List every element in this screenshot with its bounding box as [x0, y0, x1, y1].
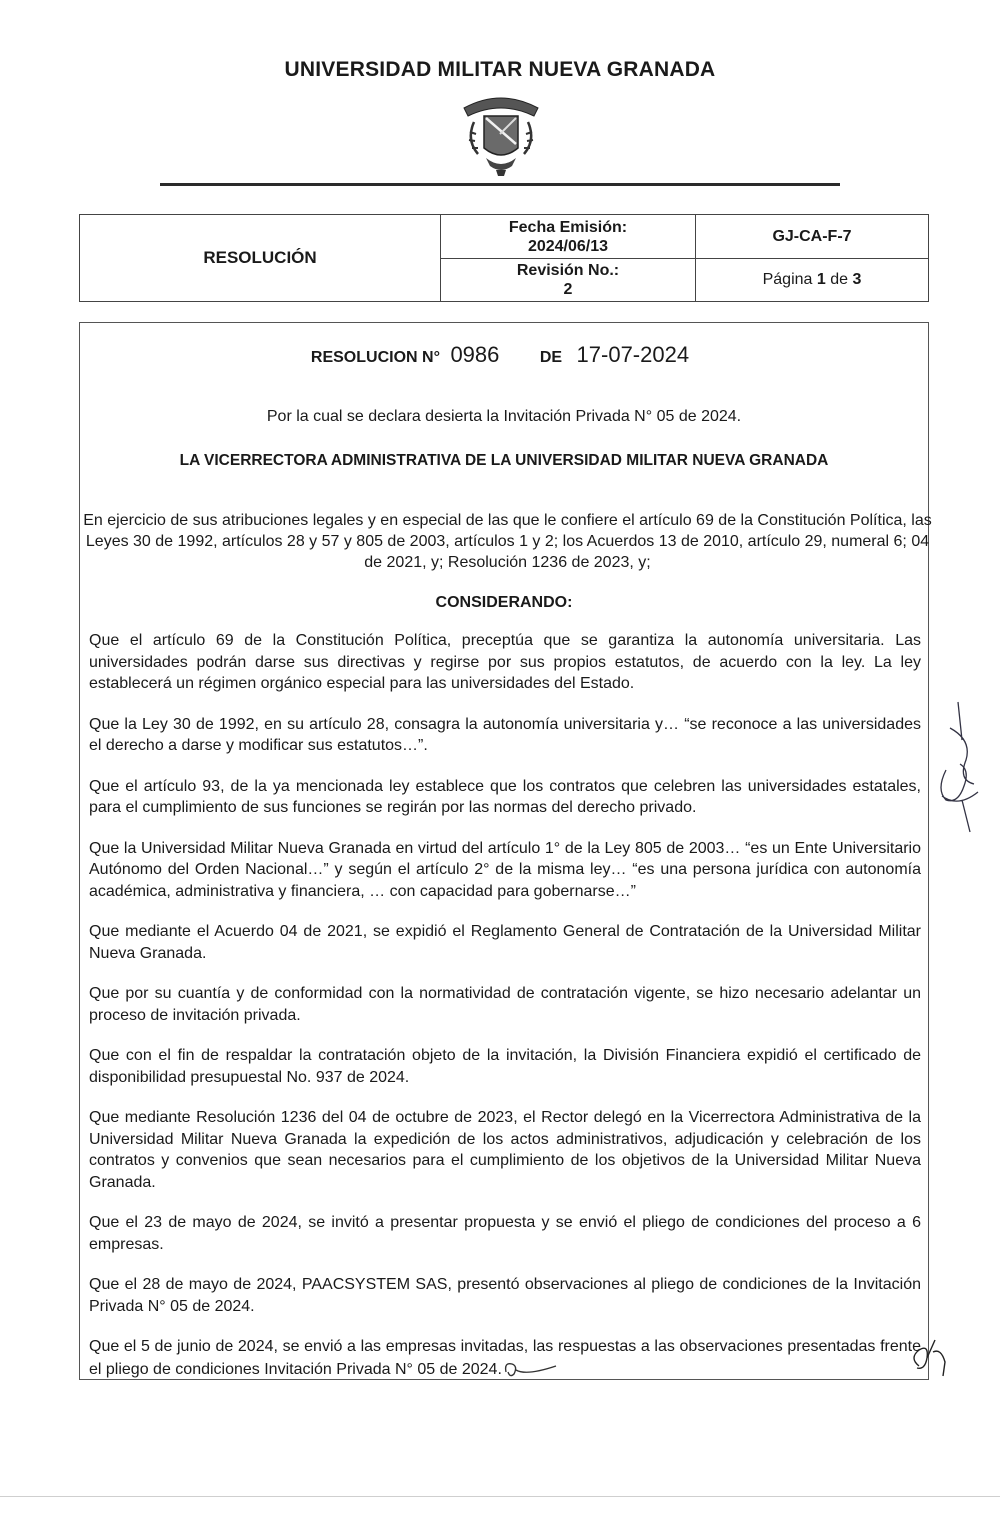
university-seal-icon [456, 86, 546, 178]
page-indicator [763, 271, 862, 289]
paragraph: Que el artículo 69 de la Constitución Política, preceptúa que se garantiza la autonomía universitaria. Las universidades podrán darse sus directivas y regirse por sus propios estatutos, de acuerdo con la ley. La ley establecerá un régimen orgánico especial para las universidades del Estado. [89, 632, 921, 692]
doc-type: RESOLUCIÓN [203, 248, 317, 267]
paragraph: Que mediante Resolución 1236 del 04 de octubre de 2023, el Rector delegó en la Vicerrectora Administrativa de la Universidad Militar Nueva Granada la expedición de los actos administrativos, adjudicación y celebración de los contratos y convenios que sean necesarios para el cumplimiento de los objetivos de la Universidad Militar Nueva Granada. [89, 1109, 921, 1191]
paragraph: Que con el fin de respaldar la contratación objeto de la invitación, la División Financiera expidió el certificado de disponibilidad presupuestal No. 937 de 2024. [89, 1047, 921, 1086]
resolution-label: RESOLUCION N° [310, 349, 440, 366]
paragraph: Que mediante el Acuerdo 04 de 2021, se expidió el Reglamento General de Contratación de la Universidad Militar Nueva Granada. [89, 923, 921, 962]
paragraph-last [89, 1336, 921, 1380]
page-cell [696, 259, 928, 301]
issuing-authority: LA VICERRECTORA ADMINISTRATIVA DE LA UNIVERSIDAD MILITAR NUEVA GRANADA [179, 452, 829, 469]
margin-signature-icon [928, 700, 988, 845]
revision-cell [441, 259, 696, 301]
code-cell [696, 215, 928, 259]
doc-type-cell [80, 215, 441, 301]
paragraph: Que por su cuantía y de conformidad con la normatividad de contratación vigente, se hizo necesario adelantar un proceso de invitación privada. [89, 985, 921, 1024]
page-bottom-rule [0, 1496, 1000, 1497]
paragraph: Que el 28 de mayo de 2024, PAACSYSTEM SAS, presentó observaciones al pliego de condiciones de la Invitación Privada N° 05 de 2024. [89, 1276, 921, 1315]
revision-value: 2 [563, 281, 573, 298]
legal-basis: En ejercicio de sus atribuciones legales y en especial de las que le confiere el artículo 69 de la Constitución Política, las Leyes 30 de 1992, artículos 28 y 57 y 805 de 2003, artículos 1 y 2; los Acuerdos 13 de 2010, artículo 29, numeral 6; 04 de 2021, y; Resolución 1236 de 2023, y; [83, 512, 932, 571]
header-rule [160, 183, 840, 186]
issue-date: 2024/06/13 [527, 237, 609, 255]
form-header-table [79, 214, 929, 302]
paragraph: Que la Ley 30 de 1992, en su artículo 28, consagra la autonomía universitaria y… “se reconoce a las universidades el derecho a darse y modificar sus estatutos…”. [89, 715, 921, 754]
page-current: 1 [816, 271, 826, 288]
last-paragraph-text: Que el 5 de junio de 2024, se envió a las empresas invitadas, las respuestas a las observaciones presentadas frente el pliego de condiciones Invitación Privada N° 05 de 2024. [89, 1338, 921, 1378]
paragraph: Que el artículo 93, de la ya mencionada ley establece que los contratos que celebren las universidades estatales, para el cumplimiento de sus funciones se regirán por las normas del derecho privado. [89, 777, 921, 816]
issue-date-cell [441, 215, 696, 259]
resolution-subject: Por la cual se declara desierta la Invitación Privada N° 05 de 2024. [266, 408, 742, 425]
university-title: UNIVERSIDAD MILITAR NUEVA GRANADA [284, 58, 716, 81]
resolution-number-line [0, 342, 1000, 368]
page-mid: de [825, 271, 853, 288]
considering-paragraphs [89, 630, 921, 1399]
inline-initials-signature-icon [502, 1358, 558, 1380]
page-total: 3 [852, 271, 862, 288]
page-prefix: Página [762, 271, 817, 288]
form-code: GJ-CA-F-7 [772, 227, 852, 245]
paragraph: Que el 23 de mayo de 2024, se invitó a presentar propuesta y se envió el pliego de condiciones del proceso a 6 empresas. [89, 1214, 921, 1253]
resolution-number: 0986 [450, 342, 500, 367]
resolution-date-label: DE [539, 349, 563, 366]
revision-label: Revisión No.: [516, 262, 620, 279]
considering-heading: CONSIDERANDO: [435, 594, 573, 611]
issue-label: Fecha Emisión: [508, 218, 628, 236]
paragraph: Que la Universidad Militar Nueva Granada en virtud del artículo 1° de la Ley 805 de 2003… “es un Ente Universitario Autónomo del Orden Nacional…” y según el artículo 2° de la misma ley… “es una persona jurídica con autonomía académica, administrativa y financiera, … con capacidad para gobernarse…” [89, 839, 921, 900]
page-initials-signature-icon [905, 1338, 955, 1378]
resolution-date: 17-07-2024 [576, 342, 690, 367]
